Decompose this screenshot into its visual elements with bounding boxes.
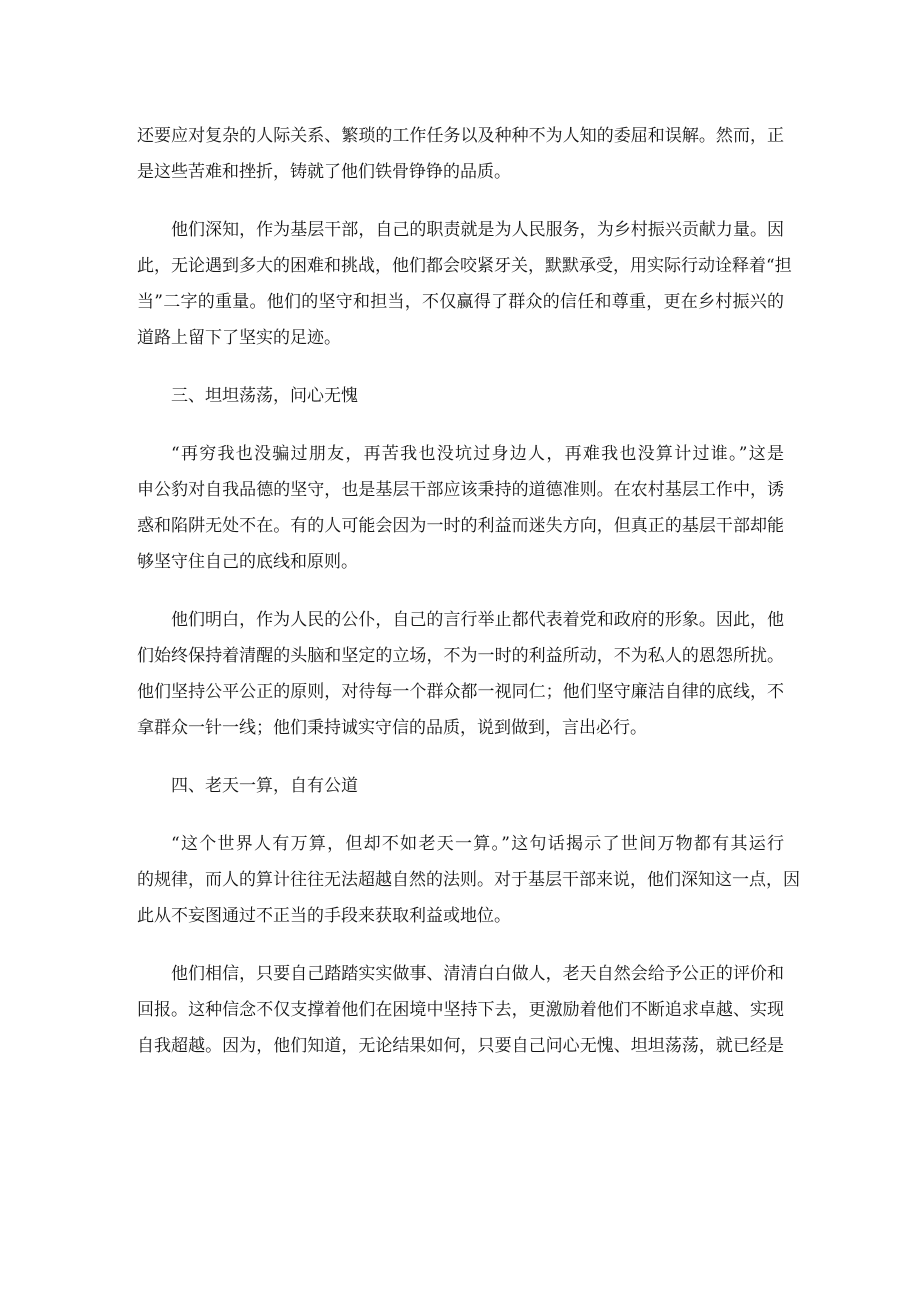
text-line: “这个世界人有万算，但却不如老天一算。”这句话揭示了世间万物都有其运行 [171,834,784,854]
text-line: 的规律，而人的算计往往无法超越自然的法则。对于基层干部来说，他们深知这一点，因 [137,870,800,890]
text-line: 拿群众一针一线；他们秉持诚实守信的品质，说到做到，言出必行。 [137,718,647,738]
text-line: 回报。这种信念不仅支撑着他们在困境中坚持下去，更激励着他们不断追求卓越、实现 [137,1000,784,1020]
paragraph-6 [137,956,784,1064]
paragraph-5 [137,826,800,934]
text-line: 他们相信，只要自己踏踏实实做事、清清白白做人，老天自然会给予公正的评价和 [171,964,784,984]
text-line: 他们坚持公平公正的原则，对待每一个群众都一视同仁；他们坚守廉洁自律的底线，不 [137,682,784,702]
text-line: “再穷我也没骗过朋友，再苦我也没坑过身边人，再难我也没算计过谁。”这是 [171,444,784,464]
paragraph-4 [137,602,784,746]
paragraph-2 [137,212,792,356]
text-line: 道路上留下了坚实的足迹。 [137,328,341,348]
section-heading: 四、老天一算，自有公道 [171,776,358,796]
text-line: 此从不妄图通过不正当的手段来获取利益或地位。 [137,906,511,926]
text-line: 惑和陷阱无处不在。有的人可能会因为一时的利益而迷失方向，但真正的基层干部却能 [137,516,784,536]
text-line: 是这些苦难和挫折，铸就了他们铁骨铮铮的品质。 [137,162,511,182]
paragraph-1 [137,118,784,190]
text-line: 他们深知，作为基层干部，自己的职责就是为人民服务，为乡村振兴贡献力量。因 [171,220,784,240]
text-line: 当”二字的重量。他们的坚守和担当，不仅赢得了群众的信任和尊重，更在乡村振兴的 [137,292,784,312]
document-page [137,118,800,1064]
section-heading-4 [137,768,784,804]
section-heading-3 [137,378,784,414]
paragraph-3 [137,436,784,580]
text-line: 们始终保持着清醒的头脑和坚定的立场，不为一时的利益所动，不为私人的恩怨所扰。 [137,646,784,666]
text-line: 此，无论遇到多大的困难和挑战，他们都会咬紧牙关，默默承受，用实际行动诠释着“担 [137,256,792,276]
text-line: 自我超越。因为，他们知道，无论结果如何，只要自己问心无愧、坦坦荡荡，就已经是 [137,1036,784,1056]
text-line: 够坚守住自己的底线和原则。 [137,552,358,572]
section-heading: 三、坦坦荡荡，问心无愧 [171,386,358,406]
text-line: 还要应对复杂的人际关系、繁琐的工作任务以及种种不为人知的委屈和误解。然而，正 [137,126,784,146]
text-line: 他们明白，作为人民的公仆，自己的言行举止都代表着党和政府的形象。因此，他 [171,610,784,630]
text-line: 申公豹对自我品德的坚守，也是基层干部应该秉持的道德准则。在农村基层工作中，诱 [137,480,784,500]
